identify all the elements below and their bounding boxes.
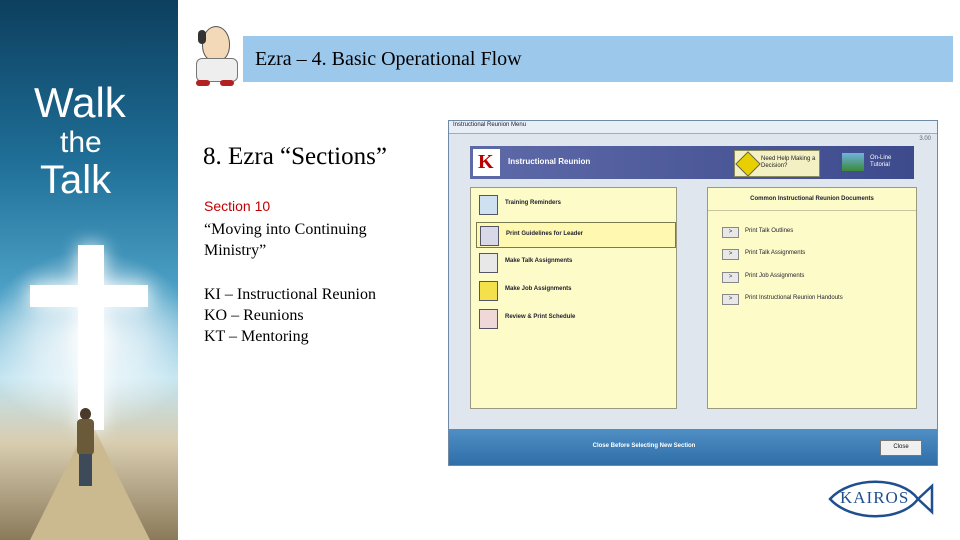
sections-heading: 8. Ezra “Sections”: [203, 143, 387, 170]
logo-letter: K: [478, 151, 494, 173]
tutorial-button-label: On-Line Tutorial: [870, 155, 892, 168]
cross-vertical: [78, 245, 104, 430]
list-item: KO – Reunions: [204, 307, 304, 324]
documents-panel-title: Common Instructional Reunion Documents: [750, 196, 874, 202]
arrow-button-icon[interactable]: >: [722, 227, 739, 238]
version-label: 3.00: [919, 136, 931, 142]
online-tutorial-button[interactable]: [842, 150, 910, 175]
menu-item-label: Review & Print Schedule: [505, 314, 576, 320]
menu-item-label: Print Guidelines for Leader: [506, 231, 584, 237]
menu-item-label: Make Job Assignments: [505, 286, 572, 292]
kairos-k-logo-icon: [473, 149, 500, 176]
doc-item-label: Print Job Assignments: [745, 273, 805, 279]
presentation-icon: [479, 195, 498, 215]
window-titlebar: [449, 121, 937, 134]
doc-print-talk-assignments[interactable]: [722, 248, 912, 260]
menu-item-label: Make Talk Assignments: [505, 258, 573, 264]
banner-word-the: the: [60, 126, 102, 159]
app-header: [470, 146, 914, 179]
banner-word-talk: Talk: [40, 158, 112, 202]
list-item: KI – Instructional Reunion: [204, 286, 376, 303]
slide-title-bar: [243, 36, 953, 82]
footer-text: Close Before Selecting New Section: [592, 443, 696, 449]
documents-panel-header: [708, 188, 916, 211]
doc-item-label: Print Instructional Reunion Handouts: [745, 295, 843, 301]
menu-item-training-reminders[interactable]: [476, 192, 674, 216]
kairos-fish-logo: [826, 478, 936, 520]
slide-title: Ezra – 4. Basic Operational Flow: [255, 48, 522, 70]
schedule-icon: [479, 309, 498, 329]
menu-item-review-schedule[interactable]: [476, 306, 674, 330]
close-button[interactable]: [880, 440, 922, 456]
window-title: Instructional Reunion Menu: [453, 122, 527, 128]
app-footer: [449, 429, 937, 465]
help-decision-button[interactable]: [734, 150, 820, 177]
documents-panel: [707, 187, 917, 409]
help-button-label: Need Help Making a Decision?: [761, 156, 816, 169]
question-sign-icon: [735, 151, 760, 176]
ezra-cartoon-icon: [188, 22, 246, 90]
doc-item-label: Print Talk Assignments: [745, 250, 806, 256]
doc-item-label: Print Talk Outlines: [745, 228, 794, 234]
menu-item-label: Training Reminders: [505, 200, 562, 206]
list-item: KT – Mentoring: [204, 328, 309, 345]
doc-print-handouts[interactable]: [722, 293, 912, 305]
speaker-icon: [479, 253, 498, 273]
arrow-button-icon[interactable]: >: [722, 294, 739, 305]
walk-the-talk-banner: [0, 0, 178, 540]
section-name: “Moving into Continuing Ministry”: [204, 221, 367, 259]
menu-item-talk-assignments[interactable]: [476, 250, 674, 274]
walking-person-image: [74, 408, 96, 488]
landscape-icon: [842, 153, 864, 171]
doc-print-talk-outlines[interactable]: [722, 226, 912, 238]
menu-item-print-guidelines[interactable]: [476, 222, 676, 248]
banner-word-walk: Walk: [34, 79, 126, 126]
section-number: Section 10: [204, 198, 271, 214]
instructional-reunion-window: [448, 120, 938, 466]
printer-icon: [480, 226, 499, 246]
worker-icon: [479, 281, 498, 301]
arrow-button-icon[interactable]: >: [722, 272, 739, 283]
menu-item-job-assignments[interactable]: [476, 278, 674, 302]
cross-horizontal: [30, 285, 148, 307]
menu-panel: [470, 187, 677, 409]
close-button-label: Close: [893, 444, 909, 450]
section-list: [204, 284, 376, 347]
arrow-button-icon[interactable]: >: [722, 249, 739, 260]
kairos-logo-text: KAIROS: [840, 488, 910, 507]
header-title: Instructional Reunion: [508, 157, 591, 166]
doc-print-job-assignments[interactable]: [722, 271, 912, 283]
